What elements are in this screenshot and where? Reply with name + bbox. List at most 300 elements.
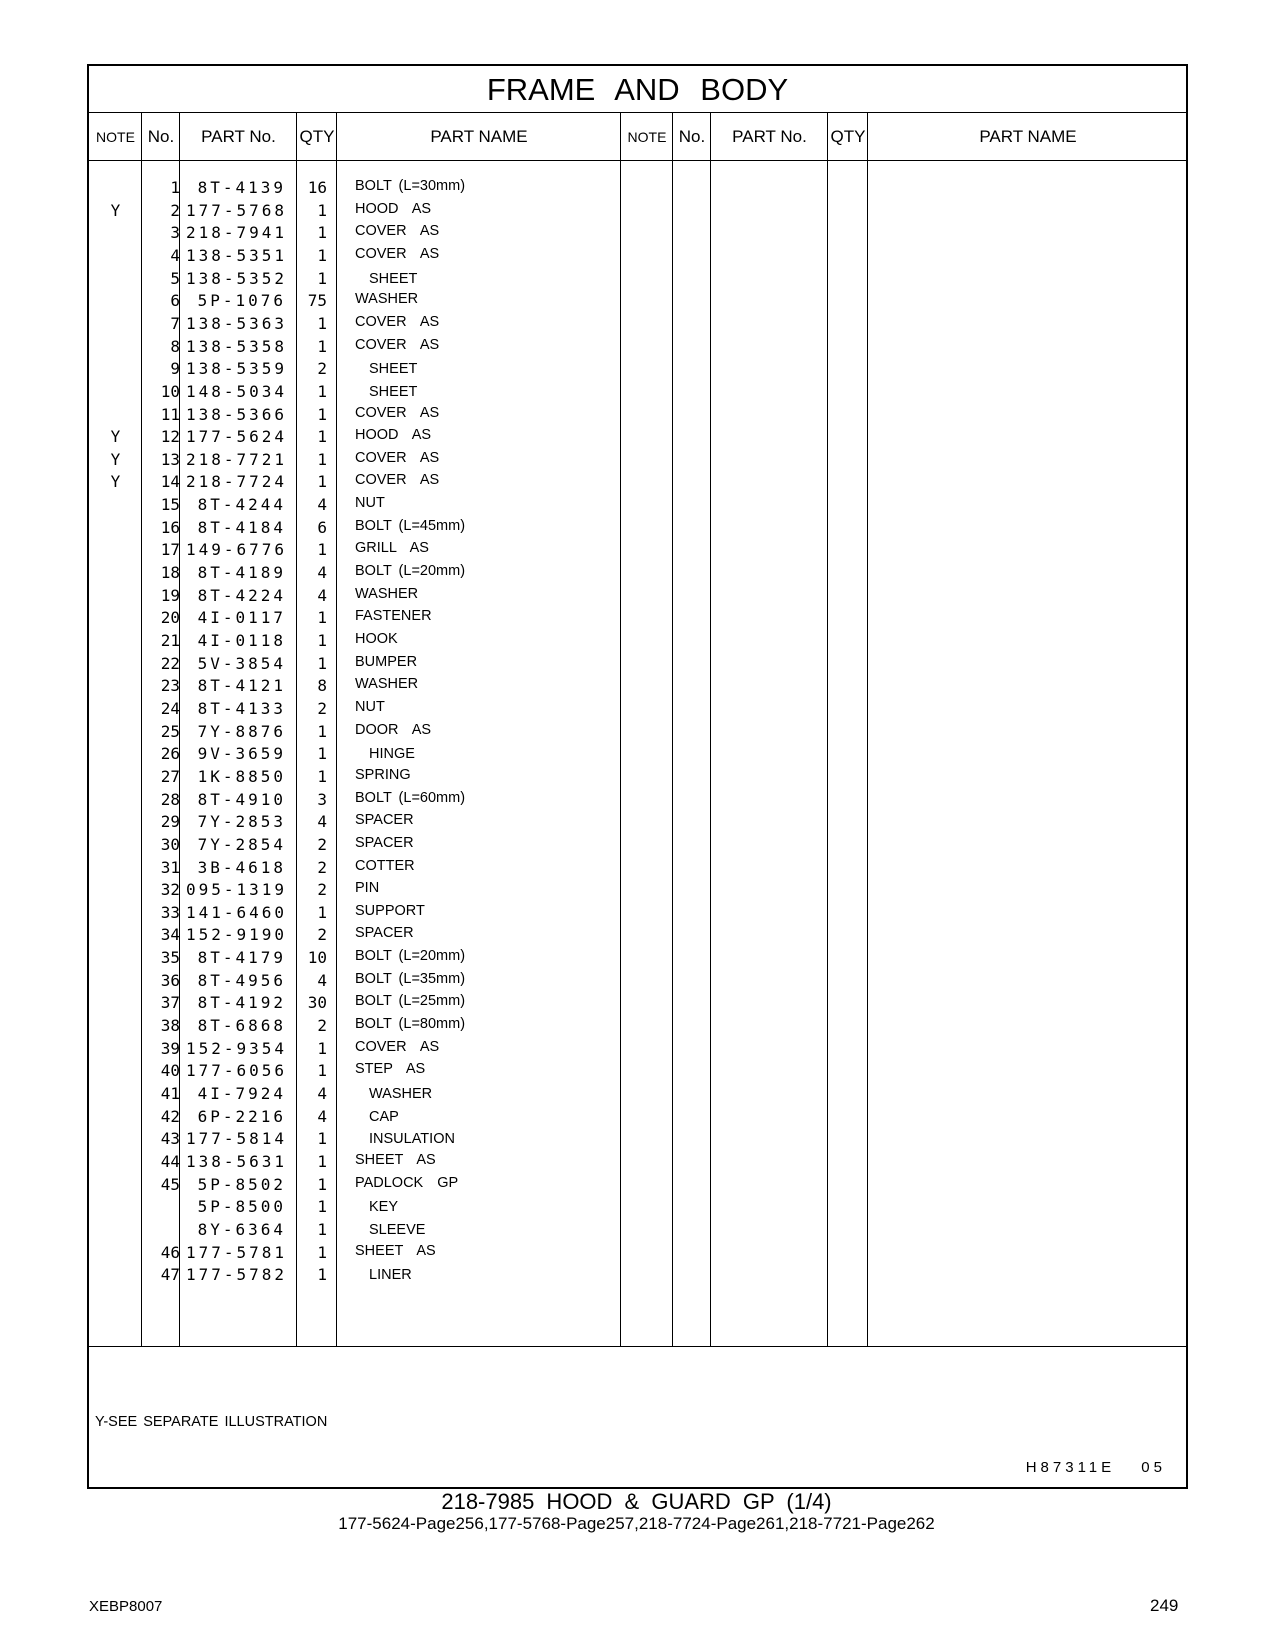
part-number-cell: 138-5351 — [186, 245, 288, 265]
item-number-cell: 26 — [160, 744, 180, 764]
quantity-cell: 1 — [317, 223, 327, 243]
part-number-cell: 152-9190 — [186, 925, 288, 945]
note-cell — [89, 289, 142, 312]
table-row — [89, 221, 1186, 244]
item-number-cell: 17 — [160, 540, 180, 560]
header-note-right: NOTE — [627, 129, 667, 145]
part-name-cell: BOLT (L=25mm) — [355, 993, 466, 1010]
header-note-left: NOTE — [96, 129, 135, 145]
note-cell — [89, 923, 142, 946]
part-number-cell: 5V-3854 — [197, 653, 286, 673]
note-cell — [89, 1059, 142, 1082]
table-row — [89, 991, 1186, 1014]
part-name-cell: WASHER — [355, 585, 419, 602]
item-number-cell: 13 — [160, 449, 180, 469]
part-number-cell: 149-6776 — [186, 540, 288, 560]
note-cell — [89, 810, 142, 833]
note-cell — [89, 765, 142, 788]
part-name-cell: PIN — [355, 880, 380, 897]
part-number-cell: 8T-4139 — [197, 178, 286, 197]
item-number-cell: 4 — [170, 245, 180, 265]
item-number-cell: 12 — [160, 427, 180, 447]
part-name-cell: BOLT (L=45mm) — [355, 517, 466, 534]
part-number-cell: 148-5034 — [186, 381, 288, 401]
note-cell — [89, 584, 142, 607]
note-cell — [89, 380, 142, 403]
header-no-left: No. — [147, 127, 175, 146]
table-row — [89, 289, 1186, 312]
quantity-cell: 1 — [317, 721, 327, 741]
part-number-cell: 8T-4179 — [197, 948, 286, 968]
part-number-cell: 138-5366 — [186, 404, 288, 424]
table-row — [89, 901, 1186, 924]
part-name-cell: COVER AS — [355, 223, 440, 240]
part-number-cell: 8Y-6364 — [197, 1219, 286, 1239]
quantity-cell: 1 — [317, 1129, 327, 1149]
part-name-cell: SHEET — [369, 270, 418, 287]
table-row — [89, 403, 1186, 426]
part-number-cell: 8T-4224 — [197, 585, 286, 605]
part-name-cell: SPACER — [355, 834, 414, 851]
quantity-cell: 1 — [317, 1174, 327, 1194]
quantity-cell: 2 — [317, 359, 327, 379]
header-part-no-right: PART No. — [732, 127, 807, 146]
part-name-cell: PADLOCK GP — [355, 1174, 459, 1191]
note-cell — [89, 1127, 142, 1150]
item-number-cell: 1 — [170, 178, 180, 197]
note-cell — [89, 606, 142, 629]
part-name-cell: HOOD AS — [355, 427, 432, 444]
part-number-cell: 7Y-2854 — [197, 834, 286, 854]
part-name-cell: SPACER — [355, 812, 414, 829]
table-row — [89, 765, 1186, 788]
note-cell — [89, 1014, 142, 1037]
quantity-cell: 4 — [317, 970, 327, 990]
part-name-cell: BUMPER — [355, 653, 418, 670]
table-row — [89, 697, 1186, 720]
item-number-cell: 25 — [160, 721, 180, 741]
part-number-cell: 1K-8850 — [197, 766, 286, 786]
note-cell — [89, 674, 142, 697]
item-number-cell: 36 — [160, 970, 180, 990]
item-number-cell: 21 — [160, 631, 180, 650]
part-number-cell: 177-5624 — [186, 427, 288, 447]
part-name-cell: SUPPORT — [355, 902, 425, 919]
part-number-cell: 138-5352 — [186, 268, 288, 288]
table-row — [89, 674, 1186, 697]
part-name-cell: NUT — [355, 698, 385, 715]
item-number-cell: 2 — [170, 200, 180, 220]
note-cell: Y — [110, 427, 121, 447]
note-cell — [89, 1037, 142, 1060]
note-cell — [89, 538, 142, 561]
table-row — [89, 788, 1186, 811]
table-row — [89, 516, 1186, 539]
part-number-cell: 5P-8500 — [197, 1197, 286, 1217]
part-number-cell: 8T-4192 — [197, 993, 286, 1013]
part-number-cell: 095-1319 — [186, 880, 288, 900]
part-number-cell: 141-6460 — [186, 902, 288, 922]
item-number-cell: 30 — [160, 834, 180, 854]
part-name-cell: SHEET AS — [355, 1242, 436, 1259]
footnote: Y-SEE SEPARATE ILLUSTRATION — [95, 1414, 328, 1430]
table-row — [89, 946, 1186, 969]
page-number: 249 — [1150, 1596, 1179, 1615]
part-number-cell: 8T-4910 — [197, 789, 286, 809]
item-number-cell: 39 — [160, 1038, 180, 1058]
table-row — [89, 561, 1186, 584]
part-number-cell: 218-7941 — [186, 223, 288, 243]
quantity-cell: 4 — [317, 585, 327, 605]
quantity-cell: 4 — [317, 812, 327, 832]
quantity-cell: 1 — [317, 744, 327, 764]
part-number-cell: 8T-4189 — [197, 563, 286, 583]
item-number-cell: 46 — [160, 1242, 180, 1262]
part-name-cell: LINER — [369, 1267, 412, 1284]
table-bottom-divider — [89, 1346, 1186, 1347]
note-cell — [89, 720, 142, 743]
part-name-cell: COVER AS — [355, 1038, 440, 1055]
part-number-cell: 177-5782 — [186, 1265, 288, 1285]
part-number-cell: 218-7721 — [186, 449, 288, 469]
item-number-cell: 28 — [160, 789, 180, 809]
part-number-cell: 3B-4618 — [197, 857, 286, 877]
table-row — [89, 629, 1186, 652]
part-name-cell: SHEET — [369, 383, 418, 400]
quantity-cell: 6 — [317, 517, 327, 537]
part-name-cell: BOLT (L=20mm) — [355, 948, 466, 965]
table-row — [89, 1082, 1186, 1105]
header-part-name-right: PART NAME — [979, 127, 1077, 146]
item-number-cell: 10 — [160, 381, 180, 401]
header-divider — [89, 160, 1186, 161]
part-name-cell: STEP AS — [355, 1061, 426, 1078]
part-name-cell: SLEEVE — [369, 1221, 426, 1238]
part-name-cell: BOLT (L=60mm) — [355, 789, 466, 806]
parts-table-frame — [87, 64, 1188, 1489]
item-number-cell: 6 — [170, 291, 180, 311]
table-row — [89, 244, 1186, 267]
quantity-cell: 1 — [317, 1242, 327, 1262]
note-cell — [89, 335, 142, 358]
item-number-cell: 24 — [160, 698, 180, 718]
part-name-cell: COVER AS — [355, 404, 440, 421]
part-name-cell: NUT — [355, 495, 385, 512]
note-cell — [89, 1082, 142, 1105]
table-row — [89, 1195, 1186, 1218]
illustration-code: H87311E 05 — [1025, 1459, 1166, 1476]
part-name-cell: BOLT (L=30mm) — [355, 178, 466, 194]
item-number-cell: 20 — [160, 608, 180, 628]
quantity-cell: 2 — [317, 698, 327, 718]
part-number-cell: 218-7724 — [186, 472, 288, 492]
part-number-cell: 7Y-8876 — [197, 721, 286, 741]
quantity-cell: 1 — [317, 1219, 327, 1239]
item-number-cell: 23 — [160, 676, 180, 696]
page-title: FRAME AND BODY — [89, 66, 1186, 113]
table-row — [89, 742, 1186, 765]
header-qty-right: QTY — [830, 127, 866, 146]
item-number-cell: 42 — [160, 1106, 180, 1126]
table-row — [89, 448, 1186, 471]
quantity-cell: 1 — [317, 1265, 327, 1285]
item-number-cell: 15 — [160, 495, 180, 515]
item-number-cell: 33 — [160, 902, 180, 922]
quantity-cell: 2 — [317, 880, 327, 900]
table-row — [89, 1263, 1186, 1286]
part-number-cell: 177-6056 — [186, 1061, 288, 1081]
part-number-cell: 4I-0117 — [197, 608, 286, 628]
quantity-cell: 1 — [317, 1151, 327, 1171]
note-cell — [89, 991, 142, 1014]
item-number-cell: 32 — [160, 880, 180, 900]
part-name-cell: SHEET AS — [355, 1151, 436, 1168]
part-number-cell: 138-5363 — [186, 313, 288, 333]
note-cell — [89, 403, 142, 426]
quantity-cell: 4 — [317, 563, 327, 583]
note-cell — [89, 312, 142, 335]
table-row — [89, 1059, 1186, 1082]
part-name-cell: GRILL AS — [355, 540, 429, 557]
quantity-cell: 4 — [317, 1106, 327, 1126]
quantity-cell: 2 — [317, 1016, 327, 1036]
part-number-cell: 5P-8502 — [197, 1174, 286, 1194]
quantity-cell: 1 — [317, 268, 327, 288]
table-row — [89, 878, 1186, 901]
note-cell — [89, 1150, 142, 1173]
quantity-cell: 1 — [317, 313, 327, 333]
item-number-cell: 5 — [170, 268, 180, 288]
table-row — [89, 1014, 1186, 1037]
table-row — [89, 425, 1186, 448]
part-name-cell: COVER AS — [355, 245, 440, 262]
part-number-cell: 8T-4956 — [197, 970, 286, 990]
part-number-cell: 177-5768 — [186, 200, 288, 220]
quantity-cell: 1 — [317, 902, 327, 922]
part-number-cell: 8T-4121 — [197, 676, 286, 696]
note-cell — [89, 901, 142, 924]
item-number-cell: 29 — [160, 812, 180, 832]
table-row — [89, 176, 1186, 199]
part-number-cell: 8T-6868 — [197, 1016, 286, 1036]
item-number-cell: 45 — [160, 1174, 180, 1194]
note-cell — [89, 1263, 142, 1286]
quantity-cell: 1 — [317, 653, 327, 673]
part-name-cell: KEY — [369, 1199, 399, 1216]
table-row — [89, 357, 1186, 380]
item-number-cell: 11 — [160, 404, 180, 424]
note-cell — [89, 1105, 142, 1128]
part-name-cell: HINGE — [369, 746, 415, 763]
quantity-cell: 1 — [317, 608, 327, 628]
header-part-no-left: PART No. — [201, 127, 276, 146]
header-part-name-left: PART NAME — [430, 127, 528, 146]
quantity-cell: 3 — [317, 789, 327, 809]
quantity-cell: 75 — [307, 291, 327, 311]
note-cell: Y — [110, 449, 121, 469]
item-number-cell: 43 — [160, 1129, 180, 1149]
group-caption-title: 218-7985 HOOD & GUARD GP (1/4) — [441, 1489, 832, 1514]
part-number-cell: 138-5359 — [186, 359, 288, 379]
quantity-cell: 1 — [317, 1197, 327, 1217]
table-row — [89, 923, 1186, 946]
item-number-cell: 41 — [160, 1084, 180, 1103]
note-cell — [89, 561, 142, 584]
part-number-cell: 8T-4133 — [197, 698, 286, 718]
table-row — [89, 267, 1186, 290]
note-cell — [89, 856, 142, 879]
part-number-cell: 5P-1076 — [197, 291, 286, 311]
part-name-cell: COTTER — [355, 857, 415, 874]
table-row — [89, 1105, 1186, 1128]
part-number-cell: 9V-3659 — [197, 744, 286, 764]
note-cell — [89, 878, 142, 901]
item-number-cell: 14 — [160, 472, 180, 492]
note-cell — [89, 742, 142, 765]
quantity-cell: 4 — [317, 495, 327, 515]
table-row — [89, 470, 1186, 493]
note-cell — [89, 652, 142, 675]
part-name-cell: WASHER — [355, 676, 419, 693]
quantity-cell: 1 — [317, 404, 327, 424]
quantity-cell: 2 — [317, 834, 327, 854]
table-row — [89, 1150, 1186, 1173]
part-name-cell: BOLT (L=20mm) — [355, 563, 466, 580]
part-number-cell: 4I-7924 — [197, 1084, 286, 1103]
item-number-cell — [142, 1195, 180, 1218]
part-number-cell: 177-5781 — [186, 1242, 288, 1262]
table-row — [89, 969, 1186, 992]
item-number-cell: 7 — [170, 313, 180, 333]
note-cell — [89, 833, 142, 856]
note-cell: Y — [110, 200, 121, 220]
quantity-cell: 1 — [317, 449, 327, 469]
part-number-cell: 152-9354 — [186, 1038, 288, 1058]
table-row — [89, 652, 1186, 675]
part-name-cell: COVER AS — [355, 313, 440, 330]
item-number-cell: 22 — [160, 653, 180, 673]
table-row — [89, 493, 1186, 516]
item-number-cell: 35 — [160, 948, 180, 968]
table-row — [89, 199, 1186, 222]
table-row — [89, 335, 1186, 358]
part-number-cell: 8T-4184 — [197, 517, 286, 537]
part-name-cell: SPACER — [355, 925, 414, 942]
part-name-cell: DOOR AS — [355, 721, 432, 738]
quantity-cell: 1 — [317, 1038, 327, 1058]
item-number-cell: 3 — [170, 223, 180, 243]
note-cell — [89, 788, 142, 811]
part-name-cell: FASTENER — [355, 608, 432, 625]
part-name-cell: COVER AS — [355, 472, 440, 489]
part-name-cell: BOLT (L=35mm) — [355, 970, 466, 987]
part-name-cell: COVER AS — [355, 449, 440, 466]
quantity-cell: 1 — [317, 631, 327, 650]
quantity-cell: 1 — [317, 336, 327, 356]
note-cell — [89, 1218, 142, 1241]
quantity-cell: 1 — [317, 472, 327, 492]
table-row — [89, 833, 1186, 856]
part-name-cell: WASHER — [369, 1086, 433, 1102]
quantity-cell: 2 — [317, 925, 327, 945]
item-number-cell: 27 — [160, 766, 180, 786]
item-number-cell: 9 — [170, 359, 180, 379]
part-number-cell: 6P-2216 — [197, 1106, 286, 1126]
item-number-cell — [142, 1218, 180, 1241]
part-name-cell: BOLT (L=80mm) — [355, 1016, 466, 1033]
part-name-cell: WASHER — [355, 291, 419, 308]
note-cell — [89, 1195, 142, 1218]
header-qty-left: QTY — [299, 127, 335, 146]
table-row — [89, 856, 1186, 879]
quantity-cell: 1 — [317, 1061, 327, 1081]
item-number-cell: 16 — [160, 517, 180, 537]
part-number-cell: 4I-0118 — [197, 631, 286, 650]
quantity-cell: 4 — [317, 1084, 327, 1103]
quantity-cell: 16 — [307, 178, 327, 197]
item-number-cell: 44 — [160, 1151, 180, 1171]
part-number-cell: 138-5358 — [186, 336, 288, 356]
quantity-cell: 10 — [307, 948, 327, 968]
item-number-cell: 19 — [160, 585, 180, 605]
note-cell — [89, 221, 142, 244]
item-number-cell: 31 — [160, 857, 180, 877]
quantity-cell: 30 — [307, 993, 327, 1013]
part-number-cell: 138-5631 — [186, 1151, 288, 1171]
item-number-cell: 8 — [170, 336, 180, 356]
note-cell — [89, 1241, 142, 1264]
note-cell — [89, 1173, 142, 1196]
note-cell — [89, 493, 142, 516]
table-row — [89, 1241, 1186, 1264]
item-number-cell: 47 — [160, 1265, 180, 1285]
item-number-cell: 18 — [160, 563, 180, 583]
table-row — [89, 606, 1186, 629]
table-row — [89, 810, 1186, 833]
item-number-cell: 38 — [160, 1016, 180, 1036]
part-number-cell: 8T-4244 — [197, 495, 286, 515]
note-cell: Y — [110, 472, 121, 492]
note-cell — [89, 946, 142, 969]
item-number-cell: 40 — [160, 1061, 180, 1081]
quantity-cell: 1 — [317, 200, 327, 220]
part-number-cell: 177-5814 — [186, 1129, 288, 1149]
note-cell — [89, 176, 142, 199]
part-name-cell: INSULATION — [369, 1131, 455, 1148]
table-row — [89, 312, 1186, 335]
note-cell — [89, 629, 142, 652]
table-row — [89, 584, 1186, 607]
quantity-cell: 1 — [317, 766, 327, 786]
quantity-cell: 1 — [317, 427, 327, 447]
quantity-cell: 2 — [317, 857, 327, 877]
note-cell — [89, 516, 142, 539]
header-no-right: No. — [678, 127, 706, 146]
quantity-cell: 1 — [317, 381, 327, 401]
table-row — [89, 720, 1186, 743]
part-name-cell: HOOK — [355, 631, 398, 647]
part-name-cell: SPRING — [355, 766, 411, 783]
note-cell — [89, 697, 142, 720]
table-row — [89, 1218, 1186, 1241]
document-id: XEBP8007 — [89, 1598, 163, 1615]
table-row — [89, 1127, 1186, 1150]
table-row — [89, 380, 1186, 403]
group-caption-references: 177-5624-Page256,177-5768-Page257,218-7724-Page261,218-7721-Page262 — [338, 1514, 935, 1533]
note-cell — [89, 357, 142, 380]
part-name-cell: COVER AS — [355, 336, 440, 353]
note-cell — [89, 244, 142, 267]
